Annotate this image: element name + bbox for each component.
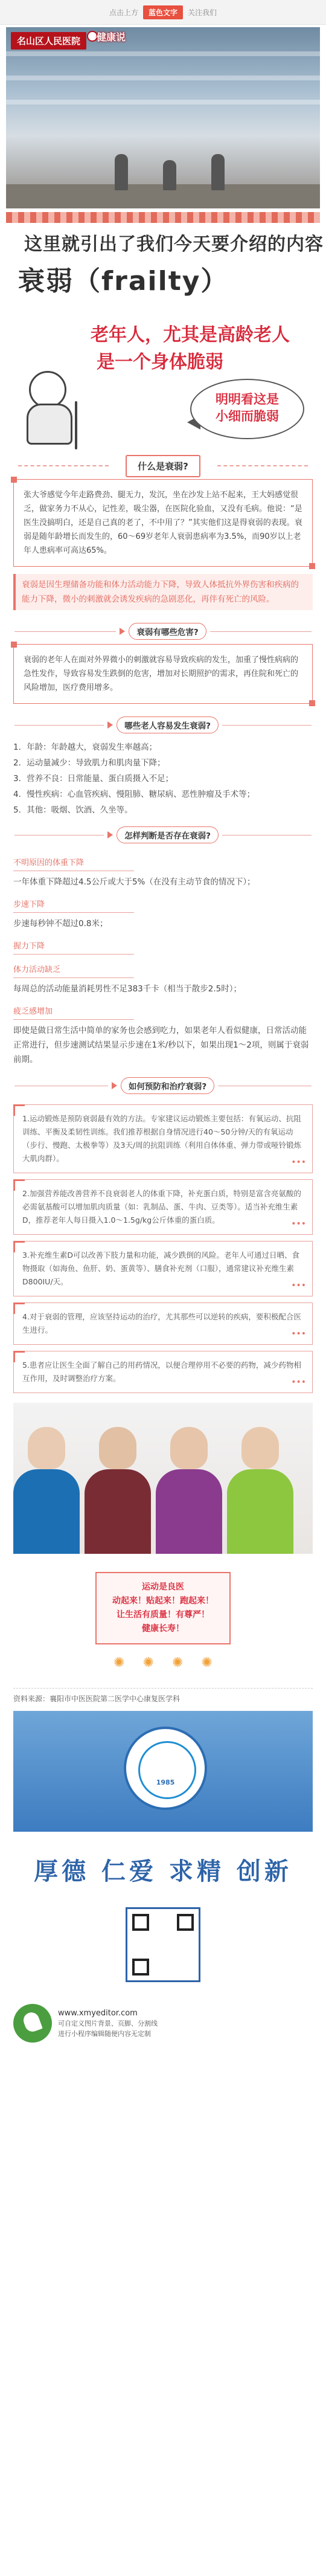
qr-code-icon[interactable] (126, 1907, 200, 1982)
question-label (108, 1077, 218, 1094)
qr-marker (132, 1914, 149, 1931)
qr-marker (132, 1959, 149, 1975)
criterion-text: 步速每秒钟不超过0.8米； (13, 919, 108, 929)
slogan-banner (13, 1572, 313, 1644)
corner-marker (11, 642, 17, 648)
question-harm-header (0, 619, 326, 644)
what-is-frailty-box (13, 479, 313, 567)
triangle-icon (112, 1082, 117, 1089)
hospital-emblem-icon (124, 1727, 207, 1810)
advice-text: 5.患者应让医生全面了解自己的用药情况，以便合理停用不必要的药物，减少药物相互作用，及时调整治疗方案。 (22, 1360, 301, 1383)
editor-footer-text (58, 2008, 158, 2039)
section-title: 什么是衰弱? (126, 455, 200, 477)
senior-shirt (156, 1469, 222, 1554)
hospital-emblem-banner (13, 1711, 313, 1832)
hospital-motto: 厚德 仁爱 求精 创新 (34, 1857, 292, 1885)
emblem-year: 1985 (156, 1779, 175, 1786)
question-label (116, 623, 209, 640)
frailty-term: 衰弱（frailty） (18, 266, 229, 297)
question-prevent-header (0, 1073, 326, 1098)
senior-shirt (85, 1469, 151, 1554)
corner-marker (309, 563, 315, 569)
criterion-tag: 不明原因的体重下降 (13, 856, 134, 871)
question-label (104, 716, 222, 733)
dots-icon: ••• (291, 1219, 306, 1229)
senior-person (156, 1427, 222, 1554)
triangle-icon (120, 628, 125, 635)
hero-image (6, 27, 320, 208)
intro-lead-text: 这里就引出了我们今天要介绍的内容 (24, 234, 324, 255)
dots-icon: ••• (291, 1377, 306, 1387)
criterion-text: 一年体重下降超过4.5公斤或大于5%（在没有主动节食的情况下）； (13, 877, 255, 887)
section-what-is-frailty-header (0, 452, 326, 479)
question-title: 衰弱有哪些危害? (129, 623, 206, 640)
corner-marker (11, 477, 17, 483)
question-title: 怎样判断是否存在衰弱? (117, 826, 219, 843)
emblem-inner-ring (138, 1741, 196, 1799)
slogan-line: 运动是良医 (142, 1582, 184, 1592)
advice-text: 2.加强营养能改善营养不良衰弱老人的体重下降，补充蛋白质，特别是富含亮氨酸的必需氨基酸可以增加肌肉质量（如：乳制品、蛋、牛肉、豆类等）。适当补充维生素D，推荐老年人每日摄入1.0～1.5g/kg公斤体重的蛋白质。 (22, 1189, 301, 1225)
follow-account-link[interactable]: 蓝色文字 (143, 5, 183, 19)
slogan-line: 动起来！贴起来！跑起来！ (112, 1596, 214, 1606)
senior-shirt (13, 1469, 80, 1554)
follow-right-text: 关注我们 (188, 8, 217, 17)
risk-list (13, 740, 313, 817)
editor-url[interactable]: www.xmyeditor.com (58, 2008, 138, 2018)
advice-card (13, 1351, 313, 1393)
corner-marker (13, 1241, 25, 1252)
advice-card (13, 1241, 313, 1296)
advice-card (13, 1179, 313, 1235)
senior-person (85, 1427, 151, 1554)
slogan-box (95, 1572, 231, 1644)
intro-illustration (0, 223, 326, 452)
advice-text: 3.补充维生素D可以改善下肢力量和功能，减少跌倒的风险。老年人可通过日晒、食物摄取（如海鱼、鱼肝、奶、蛋黄等）、膳食补充剂（口服），通常建议补充维生素D800IU/天。 (22, 1251, 300, 1286)
list-item: 1．年龄：年龄越大，衰弱发生率越高； (13, 742, 158, 752)
follow-bar (0, 0, 326, 25)
senior-head (241, 1427, 279, 1469)
editor-line-2: 进行小程序编辑随便内容无定制 (58, 2029, 151, 2038)
dots-icon: ••• (291, 1281, 306, 1290)
hospital-name-badge: 名山区人民医院 (11, 32, 86, 50)
hero-ceiling-beam (6, 100, 320, 105)
question-diagnose-header (0, 822, 326, 848)
triangle-icon (107, 721, 113, 729)
senior-head (99, 1427, 136, 1469)
sun-icon: ✺ (113, 1655, 125, 1670)
list-item: 3．营养不良：日常能量、蛋白质摄入不足； (13, 774, 174, 784)
slogan-line: 让生活有质量！有尊严！ (117, 1610, 209, 1620)
corner-marker (309, 700, 315, 706)
list-item: 2．运动量减少：导致肌力和肌肉量下降； (13, 758, 165, 768)
corner-marker (13, 1104, 25, 1116)
decorative-ribbon (6, 212, 320, 223)
corner-marker (13, 1302, 25, 1314)
corner-marker (13, 1351, 25, 1362)
brand-title: 健康说 (97, 31, 126, 43)
hero-person (163, 160, 176, 190)
source-note: 资料来源：襄阳市中医医院第二医学中心康复医学科 (13, 1688, 313, 1704)
divider (217, 465, 308, 466)
old-man-head (29, 371, 66, 408)
harm-text: 衰弱的老年人在面对外界微小的刺激就容易导致疾病的发生，加重了慢性病病的急性发作，导致容易发生跌倒的危害，增加对长期照护的需求，再住院和死亡的风险增加，医疗费用增多。 (24, 655, 299, 692)
criterion-text: 每周总的活动能量消耗男性不足383千卡（相当于散步2.5时）； (13, 984, 241, 994)
corner-marker (13, 1179, 25, 1191)
dots-icon: ••• (291, 1158, 306, 1167)
follow-left-text: 点击上方 (109, 8, 138, 17)
advice-card (13, 1302, 313, 1345)
question-risk-header (0, 712, 326, 738)
sun-icon: ✺ (142, 1655, 154, 1670)
dots-icon: ••• (291, 1329, 306, 1339)
harm-box (13, 644, 313, 704)
qr-marker (177, 1914, 194, 1931)
hero-ceiling-beam (6, 51, 320, 56)
question-label (104, 826, 222, 843)
what-is-frailty-text: 张大爷感觉今年走路费劲、腿无力，发沉，坐在沙发上站不起来，王大妈感觉很乏，做家务力不从心，记性差，吸尘器，在医院化验血，又没有毛病。他说：“是医生没搞明白，还是自己真的老了，不中用了？”其实他们这是得衰弱的表现。衰弱是随年龄增长而发生的，60～69岁老年人衰弱患病率为3.5%，而90岁以上老年人患病率可高达65%。 (24, 491, 302, 555)
senior-head (170, 1427, 208, 1469)
old-man-illustration (12, 371, 91, 449)
senior-head (28, 1427, 65, 1469)
slogan-line: 健康长寿！ (142, 1624, 184, 1634)
old-man-body (27, 404, 72, 445)
triangle-icon (107, 831, 113, 839)
list-item: 5．其他：吸烟、饮酒、久坐等。 (13, 805, 133, 815)
criterion-tag: 握力下降 (13, 939, 134, 955)
criterion-text: 即使是做日常生活中简单的家务也会感到吃力，如果老年人看似健康，日常活动能正常进行，但步速测试结果显示步速在1米/秒以下，如果出现1～2项，则属于衰弱前期。 (13, 1026, 309, 1064)
hero-ceiling-beam (6, 76, 320, 80)
senior-person (227, 1427, 293, 1554)
frailty-definition-callout: 衰弱是因生理储备功能和体力活动能力下降，导致人体抵抗外界伤害和疾病的能力下降，微小的刺激就会诱发疾病的急剧恶化，再伴有死亡的风险。 (13, 574, 313, 610)
senior-person (13, 1427, 80, 1554)
hero-person (115, 154, 128, 190)
senior-shirt (227, 1469, 293, 1554)
advice-text: 4.对于衰弱的管理，应该坚持运动的治疗，尤其那些可以逆转的疾病，要积极配合医生进行。 (22, 1312, 301, 1335)
criterion-tag: 体力活动缺乏 (13, 963, 134, 978)
intro-subtitle-1: 老年人，尤其是高龄老人 (91, 324, 290, 346)
sun-icon: ✺ (172, 1655, 184, 1670)
editor-footer (13, 2004, 313, 2043)
list-item: 4．慢性疾病：心血管疾病、慢阻肺、糖尿病、恶性肿瘤及手术等； (13, 790, 255, 799)
question-title: 哪些老人容易发生衰弱? (117, 716, 219, 733)
seniors-exercise-photo (13, 1403, 313, 1554)
divider (18, 465, 109, 466)
intro-subtitle-2: 是一个身体脆弱 (97, 352, 223, 373)
question-title: 如何预防和治疗衰弱? (121, 1077, 214, 1094)
sun-ornaments (0, 1655, 326, 1679)
criterion-tag: 疲乏感增加 (13, 1005, 134, 1020)
advice-text: 1.运动锻炼是预防衰弱最有效的方法。专家建议运动锻炼主要包括：有氧运动、抗阻训练、平衡及柔韧性训练。我们推荐根据自身情况进行40～50分钟/天的有氧运动（步行、慢跑、太极拳等）及3天/周的抗阻训练（利用自体体重、弹力带或哑铃锻炼大肌肉群）。 (22, 1114, 302, 1163)
hero-person (211, 154, 225, 190)
criterion-tag: 步速下降 (13, 898, 134, 913)
qr-code-area (13, 1907, 313, 1998)
speech-bubble-line-2: 小细而脆弱 (216, 409, 279, 423)
cane-icon (75, 401, 77, 449)
advice-card (13, 1104, 313, 1173)
speech-bubble-line-1: 明明看这是 (216, 392, 279, 407)
editor-line-1: 可自定义图片背景、页脚、分割线 (58, 2019, 158, 2027)
editor-logo-icon (13, 2004, 52, 2043)
speech-bubble (190, 379, 304, 439)
sun-icon: ✺ (201, 1655, 213, 1670)
